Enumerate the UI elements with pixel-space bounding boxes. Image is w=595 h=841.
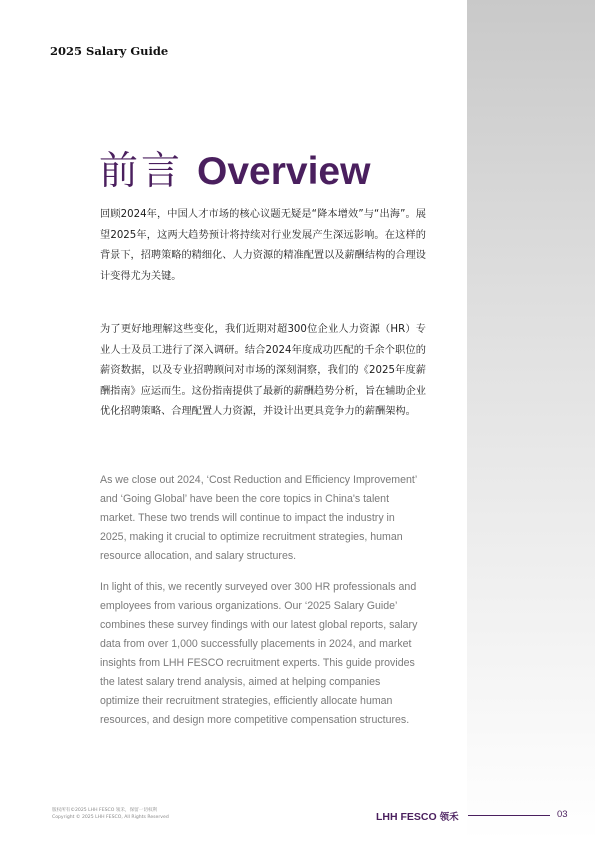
side-gradient-band <box>467 0 595 841</box>
brand-name-cn: 领禾 <box>439 812 459 823</box>
english-paragraph-1: As we close out 2024, ‘Cost Reduction and Efficiency Improvement’ and ‘Going Global’ have been the core topics in China's talent market. These two trends will continue to impact the industry in 2025, making it crucial to optimize recruitment strategies, human resource allocation, and salary structures. <box>100 474 417 562</box>
copyright-note-en: Copyright © 2025 LHH FESCO, All Rights Reserved <box>52 815 169 820</box>
english-paragraph-2: In light of this, we recently surveyed over 300 HR professionals and employees from various organizations. Our ‘2025 Salary Guide’ combines these survey findings with our latest global reports, salary data from over 1,000 successfully placements in 2024, and market insights from LHH FESCO recruitment experts. This guide provides the latest salary trend analysis, aimed at helping companies optimize their recruitment strategies, efficiently allocate human resources, and design more competitive compensation structures. <box>100 581 418 726</box>
heading-chinese: 前言 <box>99 149 184 194</box>
footer-divider <box>468 815 550 816</box>
copyright-note-cn: 版权所有©2025 LHH FESCO 领禾，保留一切权利 <box>52 808 158 813</box>
page-number: 03 <box>557 809 568 820</box>
guide-title: 2025 Salary Guide <box>50 44 169 58</box>
page-heading <box>99 140 371 194</box>
chinese-paragraph-2: 为了更好地理解这些变化，我们近期对超300位企业人力资源（HR）专业人士及员工进行了深入调研。结合2024年度成功匹配的千余个职位的薪资数据，以及专业招聘顾问对市场的深刻洞察，我们的《2025年度薪酬指南》应运而生。这份指南提供了最新的薪酬趋势分析，旨在辅助企业优化招聘策略、合理配置人力资源，并设计出更具竞争力的薪酬架构。 <box>100 324 426 417</box>
heading-english: Overview <box>197 150 371 193</box>
chinese-paragraph-1: 回顾2024年，中国人才市场的核心议题无疑是“降本增效”与“出海”。展望2025年，这两大趋势预计将持续对行业发展产生深远影响。在这样的背景下，招聘策略的精细化、人力资源的精准配置以及薪酬结构的合理设计变得尤为关键。 <box>100 209 426 282</box>
brand-name-en: LHH FESCO <box>376 811 437 823</box>
brand-logo <box>376 809 459 823</box>
